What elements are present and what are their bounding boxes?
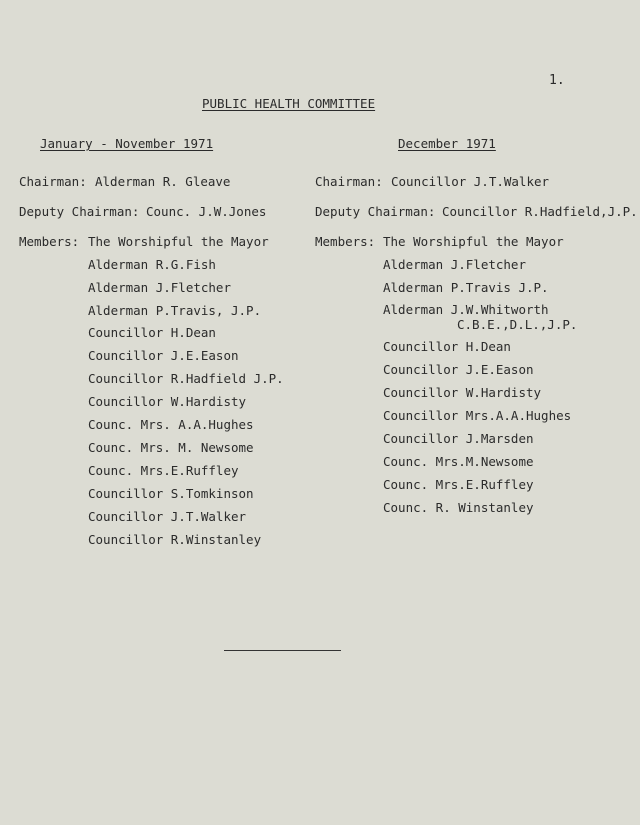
left-member-item: Councillor R.Winstanley — [88, 532, 262, 547]
left-member-item: Alderman R.G.Fish — [88, 257, 216, 272]
left-chairman-value: Alderman R. Gleave — [95, 174, 231, 189]
right-chairman-label: Chairman: — [315, 174, 383, 189]
right-member-item: Alderman J.W.Whitworth — [383, 302, 549, 317]
right-deputy-value: Councillor R.Hadfield,J.P. — [442, 204, 638, 219]
page-number: 1. — [549, 73, 565, 88]
left-member-item: Alderman P.Travis, J.P. — [88, 303, 262, 318]
right-deputy-label: Deputy Chairman: — [315, 204, 436, 219]
right-member-item: Councillor J.E.Eason — [383, 362, 534, 377]
left-member-item: Councillor J.E.Eason — [88, 348, 239, 363]
right-member-item: Counc. Mrs.E.Ruffley — [383, 477, 534, 492]
left-member-item: The Worshipful the Mayor — [88, 234, 269, 249]
left-chairman-label: Chairman: — [19, 174, 87, 189]
left-column-heading: January - November 1971 — [40, 136, 214, 151]
left-member-item: Counc. Mrs. M. Newsome — [88, 440, 254, 455]
page-title: PUBLIC HEALTH COMMITTEE — [202, 96, 376, 111]
left-member-item: Councillor W.Hardisty — [88, 394, 247, 409]
left-deputy-label: Deputy Chairman: — [19, 204, 140, 219]
right-member-item: Councillor J.Marsden — [383, 431, 534, 446]
left-deputy-value: Counc. J.W.Jones — [146, 204, 267, 219]
right-member-item: Councillor Mrs.A.A.Hughes — [383, 408, 572, 423]
left-member-item: Councillor R.Hadfield J.P. — [88, 371, 284, 386]
left-member-item: Counc. Mrs. A.A.Hughes — [88, 417, 254, 432]
left-member-item: Counc. Mrs.E.Ruffley — [88, 463, 239, 478]
left-member-item: Councillor H.Dean — [88, 325, 216, 340]
right-member-item-continuation: C.B.E.,D.L.,J.P. — [457, 317, 578, 332]
right-member-item: Counc. Mrs.M.Newsome — [383, 454, 534, 469]
right-chairman-value: Councillor J.T.Walker — [391, 174, 550, 189]
left-member-item: Councillor J.T.Walker — [88, 509, 247, 524]
left-member-item: Councillor S.Tomkinson — [88, 486, 254, 501]
left-member-item: Alderman J.Fletcher — [88, 280, 231, 295]
right-member-item: Councillor W.Hardisty — [383, 385, 542, 400]
right-member-item: Alderman J.Fletcher — [383, 257, 526, 272]
right-column-heading: December 1971 — [398, 136, 496, 151]
closing-rule — [224, 650, 341, 651]
left-members-label: Members: — [19, 234, 80, 249]
right-member-item: Alderman P.Travis J.P. — [383, 280, 549, 295]
right-members-label: Members: — [315, 234, 376, 249]
right-member-item: Councillor H.Dean — [383, 339, 511, 354]
right-member-item: The Worshipful the Mayor — [383, 234, 564, 249]
right-member-item: Counc. R. Winstanley — [383, 500, 534, 515]
